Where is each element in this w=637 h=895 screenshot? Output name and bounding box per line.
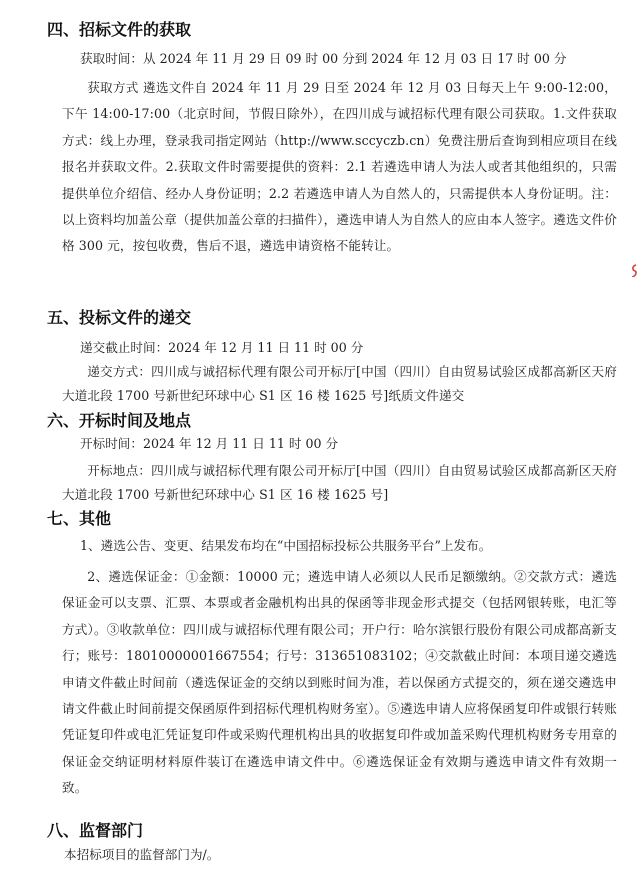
section-4-time: 获取时间：从 2024 年 11 月 29 日 09 时 00 分到 2024 年 12 月 03 日 17 时 00 分	[80, 51, 567, 66]
section-6-place: 开标地点：四川成与诚招标代理有限公司开标厅[中国（四川）自由贸易试验区成都高新区天府大道北段 1700 号新世纪环球中心 S1 区 16 楼 1625 号]	[62, 463, 617, 502]
section-7-item-2: 2、遴选保证金：①金额：10000 元；遴选申请人必须以人民币足额缴纳。②交款方式：遴选保证金可以支票、汇票、本票或者金融机构出具的保函等非现金形式提交（包括网银转账，电汇等方式）。③收款单位：四川成与诚招标代理有限公司；开户行：哈尔滨银行股份有限公司成都高新支行；账号：18010000001667554；行号：313651083102；④交款截止时间：本项目递交遴选申请文件截止时间前（遴选保证金的交纳以到账时间为准，若以保函方式提交的，须在递交遴选申请文件截止时间前提交保函原件到招标代理机构财务室）。⑤遴选申请人应将保函复印件或银行转账凭证复印件或电汇凭证复印件或采购代理机构出具的收据复印件或加盖采购代理机构财务专用章的保证金交纳证明材料原件装订在遴选申请文件中。⑥遴选保证金有效期与遴选申请文件有效期一致。	[62, 569, 617, 796]
section-4-method: 获取方式 遴选文件自 2024 年 11 月 29 日至 2024 年 12 月 03 日每天上午 9:00-12:00，下午 14:00-17:00（北京时间，节假日除外），在四川成与诚招标代理有限公司获取。1.文件获取方式：线上办理，登录我司指定网站（http://www.sccyczb.cn）免费注册后查询到相应项目在线报名并获取文件。2.获取文件时需要提供的资料：2.1 若遴选申请人为法人或者其他组织的，只需提供单位介绍信、经办人身份证明；2.2 若遴选申请人为自然人的，只需提供本人身份证明。注：以上资料均加盖公章（提供加盖公章的扫描件），遴选申请人为自然人的应由本人签字。遴选文件价格 300 元，按包收费，售后不退，遴选申请资格不能转让。	[62, 80, 617, 254]
section-5-heading: 五、投标文件的递交	[47, 308, 192, 327]
section-5-deadline: 递交截止时间：2024 年 12 月 11 日 11 时 00 分	[80, 340, 364, 355]
section-7-item-1: 1、遴选公告、变更、结果发布均在“中国招标投标公共服务平台”上发布。	[80, 538, 492, 553]
section-5-method: 递交方式：四川成与诚招标代理有限公司开标厅[中国（四川）自由贸易试验区成都高新区天府大道北段 1700 号新世纪环球中心 S1 区 16 楼 1625 号]纸质文件递交	[62, 364, 617, 403]
stamp-edge-mark	[630, 263, 637, 277]
section-6-heading: 六、开标时间及地点	[47, 411, 192, 430]
section-4-heading: 四、招标文件的获取	[47, 20, 192, 39]
section-7-heading: 七、其他	[47, 509, 112, 528]
section-6-time: 开标时间：2024 年 12 月 11 日 11 时 00 分	[80, 436, 339, 451]
section-8-body: 本招标项目的监督部门为/。	[64, 847, 220, 862]
section-8-heading: 八、监督部门	[47, 821, 144, 840]
